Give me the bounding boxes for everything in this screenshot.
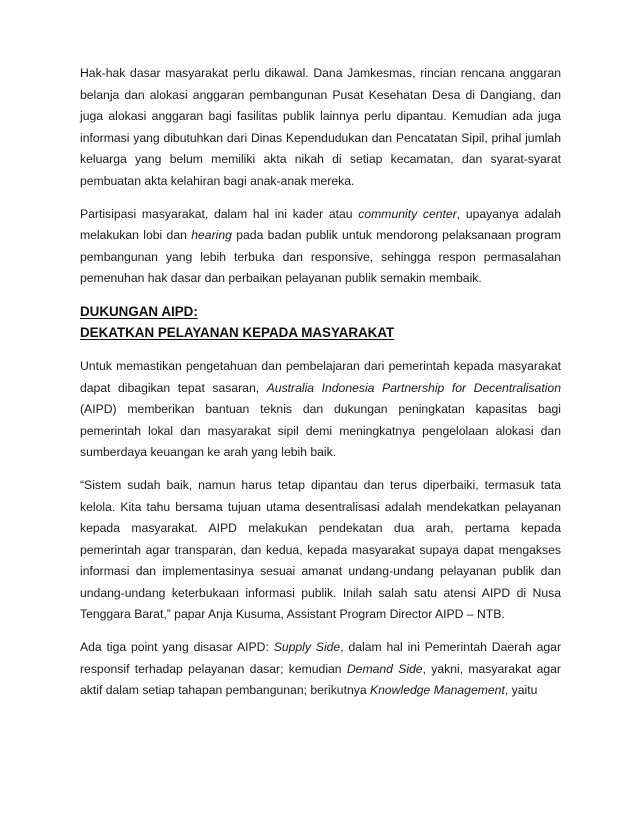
text-segment: “Sistem sudah baik, namun harus tetap dipantau dan terus diperbaiki, termasuk tata kelola. Kita tahu bersama tujuan utama desentralisasi adalah mendekatkan pelayanan kepada masyarakat. AIPD melakukan pendekatan dua arah, pertama kepada pemerintah agar transparan, dan kedua, kepada masyarakat supaya dapat mengakses informasi dan implementasinya sesuai amanat undang-undang pelayanan publik dan undang-undang keterbukaan informasi publik. Inilah salah satu atensi AIPD di Nusa Tenggara Barat,” papar Anja Kusuma, Assistant Program Director AIPD – NTB. (80, 477, 561, 622)
italic-term: Supply Side (273, 640, 341, 655)
italic-term: hearing (191, 228, 232, 243)
text-segment: pada badan publik untuk mendorong pelaksanaan program pembangunan yang lebih terbuka dan responsive, sehingga respon permasalahan pemenuhan hak dasar dan perbaikan pelayanan publik semakin membaik. (80, 228, 562, 286)
paragraph-quote (80, 475, 561, 626)
section-heading (80, 301, 561, 343)
paragraph-partisipasi (80, 204, 561, 290)
text-segment: , upayanya adalah melakukan lobi dan (80, 206, 561, 243)
italic-term: community center (358, 206, 457, 221)
text-segment: (AIPD) memberikan bantuan teknis dan dukungan peningkatan kapasitas bagi pemerintah lokal dan masyarakat sipil demi meningkatnya pengelolaan alokasi dan sumberdaya keuangan ke arah yang lebih baik. (80, 402, 561, 460)
paragraph-hak-dasar (80, 63, 561, 193)
italic-term: Demand Side (346, 661, 423, 676)
heading-line-2: DEKATKAN PELAYANAN KEPADA MASYARAKAT (80, 324, 395, 340)
text-segment: , yakni, masyarakat agar aktif dalam setiap tahapan pembangunan; berikutnya (80, 661, 561, 698)
text-segment: Partisipasi masyarakat, dalam hal ini kader atau (80, 206, 359, 221)
heading-line-1: DUKUNGAN AIPD: (80, 303, 198, 319)
text-segment: Untuk memastikan pengetahuan dan pembelajaran dari pemerintah kepada masyarakat dapat dibagikan tepat sasaran, (80, 358, 561, 395)
document-page (80, 63, 561, 702)
italic-term: Australia Indonesia Partnership for Decentralisation (266, 380, 561, 395)
paragraph-three-points (80, 637, 561, 702)
text-segment: Hak-hak dasar masyarakat perlu dikawal. Dana Jamkesmas, rincian rencana anggaran belanja dan alokasi anggaran pembangunan Pusat Kesehatan Desa di Dangiang, dan juga alokasi anggaran bagi fasilitas publik lainnya perlu dipantau. Kemudian ada juga informasi yang dibutuhkan dari Dinas Kependudukan dan Pencatatan Sipil, prihal jumlah keluarga yang belum memiliki akta nikah di setiap kecamatan, dan syarat-syarat pembuatan akta kelahiran bagi anak-anak mereka. (80, 66, 561, 188)
paragraph-aipd-intro (80, 356, 561, 464)
text-segment: Ada tiga point yang disasar AIPD: (80, 640, 274, 655)
text-segment: , yaitu (504, 683, 538, 698)
italic-term: Knowledge Management (370, 683, 505, 698)
text-segment: , dalam hal ini Pemerintah Daerah agar responsif terhadap pelayanan dasar; kemudian (80, 640, 562, 676)
